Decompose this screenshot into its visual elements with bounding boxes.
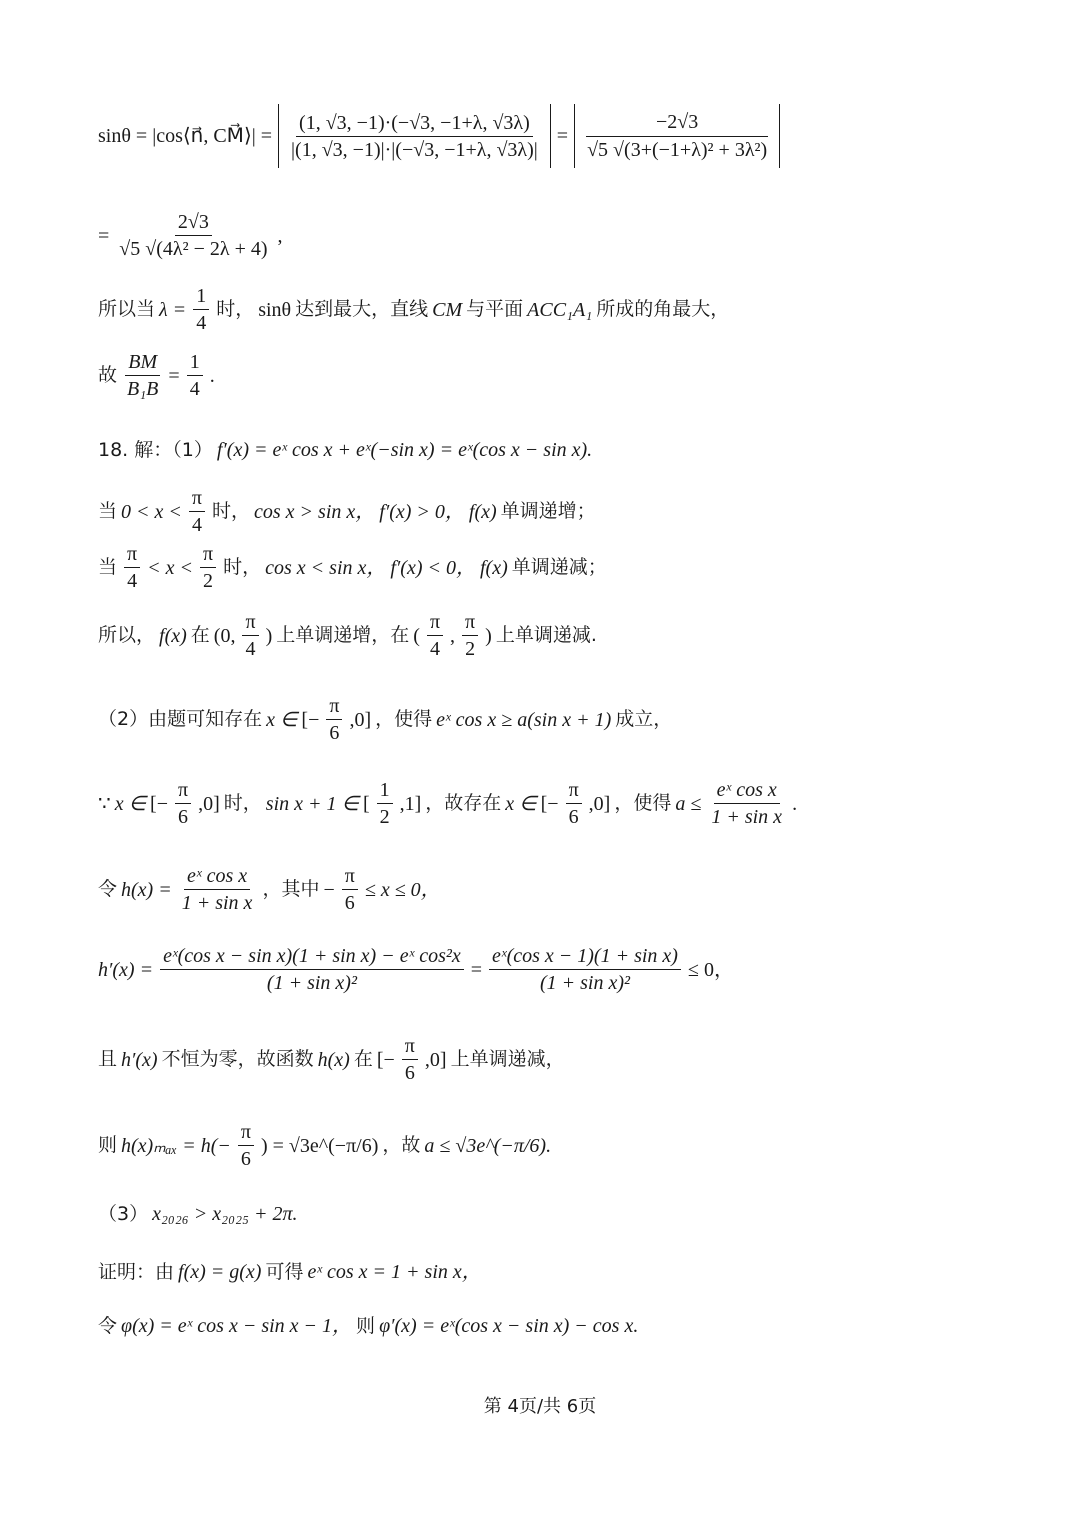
math: eˣ cos x ≥ a(sin x + 1) — [436, 708, 612, 731]
text: （3） — [98, 1202, 149, 1225]
text: 令 — [98, 1314, 118, 1337]
fraction-denominator: 4 — [245, 638, 256, 660]
text-line-6 — [98, 488, 596, 535]
period: . — [209, 364, 215, 387]
fraction-numerator: π — [200, 544, 216, 568]
fraction — [377, 780, 393, 827]
math: − — [323, 878, 335, 901]
math: , — [450, 624, 456, 647]
text-line-17 — [98, 1316, 638, 1336]
fraction — [242, 612, 258, 659]
fraction-denominator: 6 — [240, 1148, 251, 1170]
fraction-numerator: −2√3 — [586, 112, 768, 137]
text: 则 — [356, 1314, 376, 1337]
text: 上单调递减. — [495, 624, 597, 646]
math: f′(x) > 0， — [379, 500, 465, 523]
fraction-numerator: π — [175, 780, 191, 804]
math: sinθ — [258, 298, 292, 321]
fraction — [189, 488, 205, 535]
fraction-denominator: 4 — [189, 378, 200, 400]
fraction-denominator: √5 √(4λ² − 2λ + 4) — [119, 238, 268, 260]
fraction — [342, 866, 358, 913]
text: 上单调递减， — [450, 1048, 565, 1070]
fraction-numerator: eˣ(cos x − sin x)(1 + sin x) − eˣ cos²x — [160, 946, 464, 970]
math: x ∈ — [114, 792, 147, 815]
text: ，其中 — [262, 878, 320, 900]
fraction-numerator: π — [189, 488, 205, 512]
text-line-3 — [98, 286, 729, 333]
math: ) — [265, 624, 273, 647]
fraction — [238, 1122, 254, 1169]
math: f(x) = g(x) — [178, 1261, 262, 1283]
math: a ≤ — [675, 792, 702, 815]
text: 在 — [353, 1048, 373, 1070]
math: ( — [413, 624, 420, 647]
text-line-13 — [98, 1036, 565, 1083]
equals: = — [168, 364, 180, 387]
text: 所以当 — [98, 298, 156, 320]
fraction-denominator: 2 — [465, 638, 476, 660]
fraction-numerator: π — [238, 1122, 254, 1146]
fraction — [200, 544, 216, 591]
fraction-numerator: eˣ(cos x − 1)(1 + sin x) — [489, 946, 681, 970]
text: 当 — [98, 500, 118, 522]
math: f(x) — [159, 624, 187, 647]
fraction-numerator: (1, √3, −1)·(−√3, −1+λ, √3λ) — [296, 113, 533, 137]
math: ,0] — [588, 792, 611, 815]
math: ,1] — [399, 792, 422, 815]
fraction-numerator: π — [427, 612, 443, 636]
math: 0 < x < — [121, 500, 182, 523]
fraction-denominator: 4 — [127, 570, 138, 592]
text-line-14 — [98, 1122, 551, 1169]
text: 令 — [98, 878, 118, 900]
math: a ≤ √3e^(−π/6). — [424, 1134, 552, 1157]
text: 故 — [98, 364, 118, 386]
math: λ = — [159, 298, 187, 321]
fraction-denominator: 2 — [203, 570, 214, 592]
formula-line-2 — [98, 212, 283, 259]
fraction-numerator: π — [566, 780, 582, 804]
text: （2）由题可知存在 — [98, 708, 263, 730]
math: [− — [301, 708, 320, 731]
formula-sin-theta — [98, 104, 782, 168]
fraction-numerator: 2√3 — [175, 212, 212, 236]
math: x₂₀₂₆ > x₂₀₂₅ + 2π. — [152, 1203, 298, 1225]
fraction-dot-product — [288, 113, 541, 160]
math: h′(x) = — [98, 958, 154, 981]
fraction-denominator: 6 — [178, 806, 189, 828]
math: [− — [376, 1048, 395, 1071]
period: . — [792, 792, 798, 815]
fraction-numerator: 1 — [377, 780, 393, 804]
fraction-numerator: π — [462, 612, 478, 636]
math: < x < — [147, 556, 193, 579]
fraction — [187, 352, 203, 399]
text-line-15 — [98, 1204, 297, 1224]
text-line-10 — [98, 780, 797, 827]
text: ，使得 — [375, 708, 433, 730]
text: 则 — [98, 1134, 118, 1156]
text-line-16 — [98, 1262, 482, 1282]
math: cos x > sin x， — [254, 500, 376, 523]
text: 时， — [216, 298, 255, 320]
fraction-denominator: |(1, √3, −1)|·|(−√3, −1+λ, √3λ)| — [291, 138, 538, 161]
fraction — [326, 696, 342, 743]
abs-bar — [574, 104, 575, 168]
fraction-numerator: π — [342, 866, 358, 890]
text: 证明：由 — [98, 1260, 175, 1283]
math: ) = √3e^(−π/6) — [260, 1134, 379, 1157]
fraction-numerator: 1 — [187, 352, 203, 376]
math: f′(x) < 0， — [390, 556, 476, 579]
math: [ — [362, 792, 370, 815]
fraction — [489, 946, 681, 993]
math: ,0] — [198, 792, 220, 815]
fraction-denominator: 4 — [191, 514, 202, 536]
fraction-numerator: 1 — [193, 286, 209, 310]
text-line-5 — [98, 440, 592, 460]
fraction — [462, 612, 478, 659]
text: 时， — [223, 556, 262, 578]
text-line-4 — [98, 352, 215, 399]
fraction-denominator: √5 √(3+(−1+λ)² + 3λ²) — [587, 139, 768, 161]
fraction — [116, 212, 270, 259]
math: (0, — [213, 624, 236, 647]
text: ，故 — [382, 1134, 421, 1156]
math: ) — [485, 624, 492, 647]
fraction — [402, 1036, 418, 1083]
text: 与平面 — [466, 298, 524, 320]
text-line-9 — [98, 696, 672, 743]
abs-bar — [550, 104, 551, 168]
equals: = — [98, 224, 110, 247]
text: 不恒为零，故函数 — [161, 1048, 314, 1070]
text: 达到最大，直线 — [295, 298, 429, 320]
fraction-numerator: eˣ cos x — [714, 780, 780, 804]
math: x ∈ — [266, 708, 298, 731]
math: ≤ 0， — [687, 958, 734, 981]
math: cos x < sin x， — [265, 556, 387, 579]
fraction-denominator: 1 + sin x — [181, 892, 253, 914]
text: 时， — [223, 792, 262, 814]
sin-theta-lhs: sinθ = |cos⟨n⃗, CM⃗⟩| = — [98, 125, 273, 147]
math: sin x + 1 ∈ — [265, 792, 359, 815]
comma: , — [277, 224, 283, 247]
fraction — [179, 866, 256, 913]
fraction — [175, 780, 191, 827]
text: 单调递减； — [511, 556, 607, 578]
fraction-denominator: 6 — [568, 806, 579, 828]
math: h(x) — [317, 1048, 350, 1071]
math: [− — [150, 792, 168, 815]
text: 当 — [98, 556, 118, 578]
math: h′(x) — [121, 1048, 158, 1071]
fraction-simplified — [584, 112, 770, 160]
text: 单调递增； — [500, 500, 596, 522]
text-line-8 — [98, 612, 597, 659]
fraction — [708, 780, 785, 827]
fraction — [160, 946, 464, 993]
fraction-denominator: 6 — [344, 892, 355, 914]
fraction — [427, 612, 443, 659]
fraction-denominator: B₁B — [127, 378, 159, 400]
fraction — [124, 544, 140, 591]
math: x ∈ — [505, 792, 537, 815]
text: 所以， — [98, 624, 156, 646]
fraction-denominator: (1 + sin x)² — [266, 972, 357, 994]
fraction-numerator: eˣ cos x — [184, 866, 250, 890]
text-line-12 — [98, 946, 734, 993]
text: 成立， — [615, 708, 673, 730]
text: ，使得 — [614, 792, 672, 814]
text: ，故存在 — [425, 792, 502, 814]
math: ≤ x ≤ 0， — [364, 878, 441, 901]
equals: = — [470, 958, 483, 981]
math: eˣ cos x = 1 + sin x， — [307, 1261, 482, 1283]
fraction-numerator: BM — [125, 352, 160, 376]
text-line-7 — [98, 544, 607, 591]
text: 所成的角最大， — [596, 298, 730, 320]
math: h(x)ₘₐₓ = h(− — [121, 1134, 231, 1157]
fraction-denominator: 1 + sin x — [711, 806, 783, 828]
text-line-11 — [98, 866, 441, 913]
text: 在 — [190, 624, 210, 646]
text: 时， — [212, 500, 251, 522]
fraction-numerator: π — [402, 1036, 418, 1060]
fraction-denominator: 2 — [379, 806, 390, 828]
math: ACC₁A₁ — [527, 298, 593, 321]
math: CM — [432, 298, 463, 321]
page-footer: 第 4页/共 6页 — [483, 1396, 597, 1417]
fraction-numerator: π — [124, 544, 140, 568]
fraction-denominator: 6 — [404, 1062, 415, 1084]
math: f′(x) = eˣ cos x + eˣ(−sin x) = eˣ(cos x − sin x). — [216, 439, 593, 461]
fraction-numerator: π — [326, 696, 342, 720]
text: 18. 解：（1） — [98, 438, 213, 461]
fraction-numerator: π — [242, 612, 258, 636]
math: ,0] — [424, 1048, 447, 1071]
math: ∵ — [98, 792, 111, 815]
fraction-denominator: 4 — [429, 638, 440, 660]
fraction — [193, 286, 209, 333]
text: 上单调递增，在 — [276, 624, 410, 646]
math: [− — [540, 792, 559, 815]
text: 可得 — [265, 1260, 304, 1283]
abs-bar — [779, 104, 780, 168]
math: h(x) = — [121, 878, 172, 901]
math: ,0] — [349, 708, 372, 731]
fraction — [124, 352, 161, 399]
math: f(x) — [468, 500, 497, 523]
text: 且 — [98, 1048, 118, 1070]
fraction-denominator: 6 — [329, 722, 340, 744]
math: φ′(x) = eˣ(cos x − sin x) − cos x. — [379, 1315, 639, 1337]
abs-bar — [278, 104, 279, 168]
math: φ(x) = eˣ cos x − sin x − 1， — [121, 1315, 353, 1337]
fraction — [566, 780, 582, 827]
fraction-denominator: 4 — [196, 312, 207, 334]
math: f(x) — [480, 556, 508, 579]
fraction-denominator: (1 + sin x)² — [539, 972, 631, 994]
equals: = — [556, 125, 569, 147]
